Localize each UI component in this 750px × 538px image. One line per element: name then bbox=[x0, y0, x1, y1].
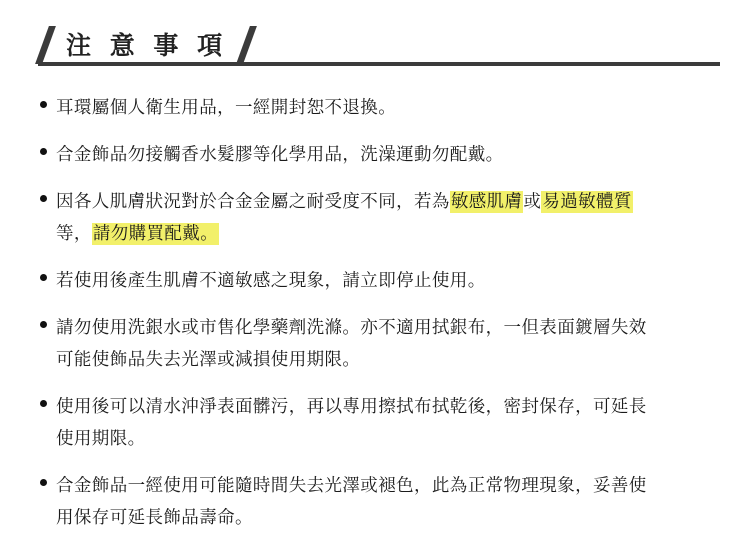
list-item-text bbox=[56, 391, 656, 455]
plain-text: 合金飾品一經使用可能隨時間失去光澤或褪色，此為正常物理現象，妥善使用保存可延長飾品壽命。 bbox=[56, 476, 647, 528]
list-item bbox=[30, 139, 720, 171]
bullet-icon bbox=[30, 139, 56, 155]
highlighted-text: 請勿購買配戴。 bbox=[92, 224, 219, 244]
bullet-icon bbox=[30, 186, 56, 202]
bullet-icon bbox=[30, 265, 56, 281]
highlighted-text: 易過敏體質 bbox=[542, 192, 632, 212]
list-item-text bbox=[56, 186, 656, 250]
plain-text: 合金飾品勿接觸香水髮膠等化學用品，洗澡運動勿配戴。 bbox=[56, 145, 504, 165]
page-heading bbox=[38, 22, 720, 66]
list-item bbox=[30, 92, 720, 124]
plain-text: 若使用後產生肌膚不適敏感之現象，請立即停止使用。 bbox=[56, 271, 486, 291]
list-item bbox=[30, 265, 720, 297]
heading-underline bbox=[38, 62, 720, 66]
plain-text: 耳環屬個人衛生用品，一經開封恕不退換。 bbox=[56, 98, 397, 118]
list-item-text bbox=[56, 139, 504, 171]
bullet-icon bbox=[30, 391, 56, 407]
bullet-icon bbox=[30, 92, 56, 108]
list-item bbox=[30, 470, 720, 534]
slash-left-icon bbox=[38, 24, 64, 64]
list-item-text bbox=[56, 312, 656, 376]
list-item bbox=[30, 186, 720, 250]
list-item-text bbox=[56, 265, 486, 297]
plain-text: 因各人肌膚狀況對於合金金屬之耐受度不同，若為 bbox=[56, 192, 450, 212]
list-item-text bbox=[56, 92, 396, 124]
list-item bbox=[30, 312, 720, 376]
notice-list bbox=[30, 92, 720, 534]
highlighted-text: 敏感肌膚 bbox=[450, 192, 523, 212]
plain-text: 請勿使用洗銀水或市售化學藥劑洗滌。亦不適用拭銀布，一但表面鍍層失效可能使飾品失去光澤或減損使用期限。 bbox=[56, 318, 647, 370]
plain-text: 或 bbox=[523, 192, 542, 212]
slash-right-icon bbox=[233, 24, 259, 64]
list-item bbox=[30, 391, 720, 455]
plain-text: 等， bbox=[56, 224, 92, 244]
bullet-icon bbox=[30, 312, 56, 328]
plain-text: 使用後可以清水沖淨表面髒污，再以專用擦拭布拭乾後，密封保存，可延長使用期限。 bbox=[56, 397, 647, 449]
list-item-text bbox=[56, 470, 656, 534]
bullet-icon bbox=[30, 470, 56, 486]
page-title: 注 意 事 項 bbox=[66, 31, 228, 60]
